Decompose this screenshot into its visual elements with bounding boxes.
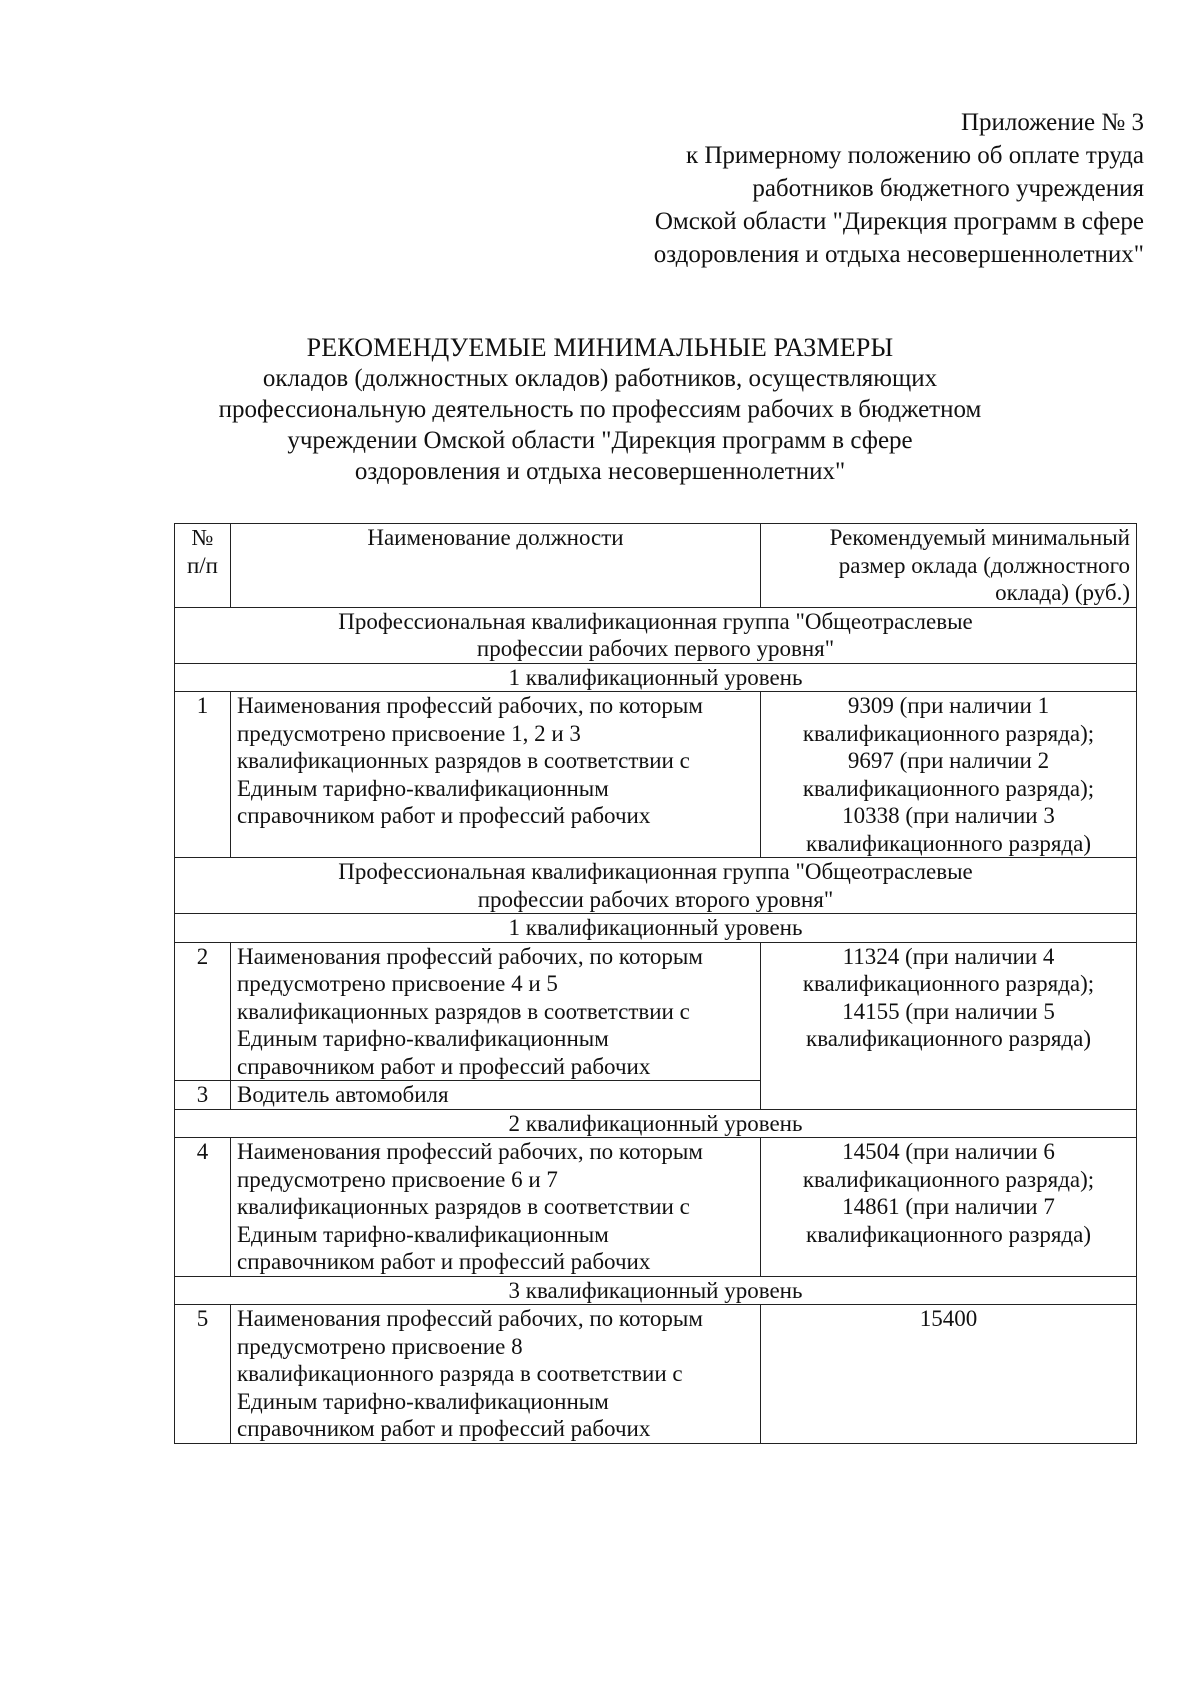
row-num: 2 [175,942,231,1081]
row-value-line: 14504 (при наличии 6 [842,1139,1055,1164]
row-name-line: квалификационных разрядов в соответствии с [237,748,690,773]
level-title: 1 квалификационный уровень [175,914,1137,943]
row-value-line: 14155 (при наличии 5 [842,998,1055,1024]
title-subline: учреждении Омской области "Дирекция программ в сфере [287,427,913,454]
title-subline: профессиональную деятельность по профессиям рабочих в бюджетном [218,396,982,423]
title-subline: оздоровления и отдыха несовершеннолетних" [354,458,846,485]
level-row [175,914,1137,943]
row-name [231,942,761,1081]
row-name-line: Наименования профессий рабочих, по которым [237,1306,703,1331]
row-name [231,1138,761,1277]
header-value-line: Рекомендуемый минимальный [829,525,1130,550]
table-header-row [175,524,1137,608]
row-value [761,692,1137,858]
appendix-line: Приложение № 3 [960,109,1144,136]
row-value-line: 11324 (при наличии 4 [842,943,1055,969]
table-row [175,692,1137,858]
salary-table [174,523,1137,1444]
row-value-line: квалификационного разряда); [802,971,1095,996]
level-title: 2 квалификационный уровень [175,1109,1137,1138]
row-name-line: справочником работ и профессий рабочих [237,1416,651,1441]
row-name-line: Наименования профессий рабочих, по которым [237,693,703,718]
row-value-line: 15400 [919,1306,978,1331]
row-value-line: 10338 (при наличии 3 [842,803,1055,828]
row-num: 1 [175,692,231,858]
row-name-line: Единым тарифно-квалификационным [237,1026,609,1051]
row-name-line: справочником работ и профессий рабочих [237,1249,651,1274]
row-value [761,942,1137,1109]
group-row [175,858,1137,914]
header-num-line: № [191,525,214,550]
group-row [175,607,1137,663]
row-num: 5 [175,1305,231,1444]
appendix-header [654,106,1144,271]
group-title [175,607,1137,663]
group-title-line: Профессиональная квалификационная группа "Общеотраслевые [338,608,973,634]
row-value-line: квалификационного разряда) [806,1026,1091,1051]
row-name: Водитель автомобиля [231,1081,761,1110]
level-row [175,1109,1137,1138]
level-row [175,663,1137,692]
group-title-line: профессии рабочих первого уровня" [476,636,835,661]
row-name-line: квалификационных разрядов в соответствии с [237,998,690,1024]
level-row [175,1276,1137,1305]
appendix-line: к Примерному положению об оплате труда [685,142,1144,169]
row-name-line: Единым тарифно-квалификационным [237,1388,609,1414]
row-value-line: 9309 (при наличии 1 [847,693,1050,718]
row-value-line: 9697 (при наличии 2 [847,748,1050,773]
header-value-line: размер оклада (должностного [838,552,1130,578]
level-title: 3 квалификационный уровень [175,1276,1137,1305]
table-row [175,1305,1137,1444]
appendix-line: оздоровления и отдыха несовершеннолетних" [653,241,1144,268]
row-value-line: квалификационного разряда) [806,1221,1091,1247]
row-value-line: квалификационного разряда); [802,720,1095,746]
row-name-line: предусмотрено присвоение 4 и 5 [237,971,558,996]
title-subline: окладов (должностных окладов) работников, осуществляющих [262,365,938,392]
row-name-line: квалификационного разряда в соответствии с [237,1361,683,1386]
row-value [761,1138,1137,1277]
row-name-line: справочником работ и профессий рабочих [237,803,651,828]
row-name [231,1305,761,1444]
row-name-line: квалификационных разрядов в соответствии с [237,1194,690,1219]
table-row [175,942,1137,1081]
row-name [231,692,761,858]
header-name: Наименование должности [231,524,761,608]
row-name-line: Наименования профессий рабочих, по которым [237,1139,703,1164]
group-title [175,858,1137,914]
row-name-line: предусмотрено присвоение 6 и 7 [237,1166,558,1192]
row-name-line: справочником работ и профессий рабочих [237,1053,651,1079]
group-title-line: Профессиональная квалификационная группа "Общеотраслевые [338,859,973,884]
level-title: 1 квалификационный уровень [175,663,1137,692]
header-value-line: оклада) (руб.) [995,580,1130,605]
row-value-line: 14861 (при наличии 7 [842,1194,1055,1219]
row-num: 4 [175,1138,231,1277]
row-value-line: квалификационного разряда) [806,830,1091,856]
appendix-line: работников бюджетного учреждения [752,175,1144,202]
row-num: 3 [175,1081,231,1110]
row-value-line: квалификационного разряда); [802,775,1095,801]
header-value [761,524,1137,608]
row-name-line: Наименования профессий рабочих, по которым [237,943,703,969]
appendix-line: Омской области "Дирекция программ в сфере [654,208,1144,235]
row-value-line: квалификационного разряда); [802,1166,1095,1192]
table-row [175,1138,1137,1277]
row-name-line: Единым тарифно-квалификационным [237,775,609,801]
row-name-line: Единым тарифно-квалификационным [237,1221,609,1247]
row-name-line: предусмотрено присвоение 8 [237,1333,523,1359]
header-num-line: п/п [186,552,218,578]
document-title [0,332,1200,487]
title-main: РЕКОМЕНДУЕМЫЕ МИНИМАЛЬНЫЕ РАЗМЕРЫ [306,333,894,362]
row-value [761,1305,1137,1444]
group-title-line: профессии рабочих второго уровня" [477,886,834,912]
header-num [175,524,231,608]
row-name-line: предусмотрено присвоение 1, 2 и 3 [237,720,581,746]
